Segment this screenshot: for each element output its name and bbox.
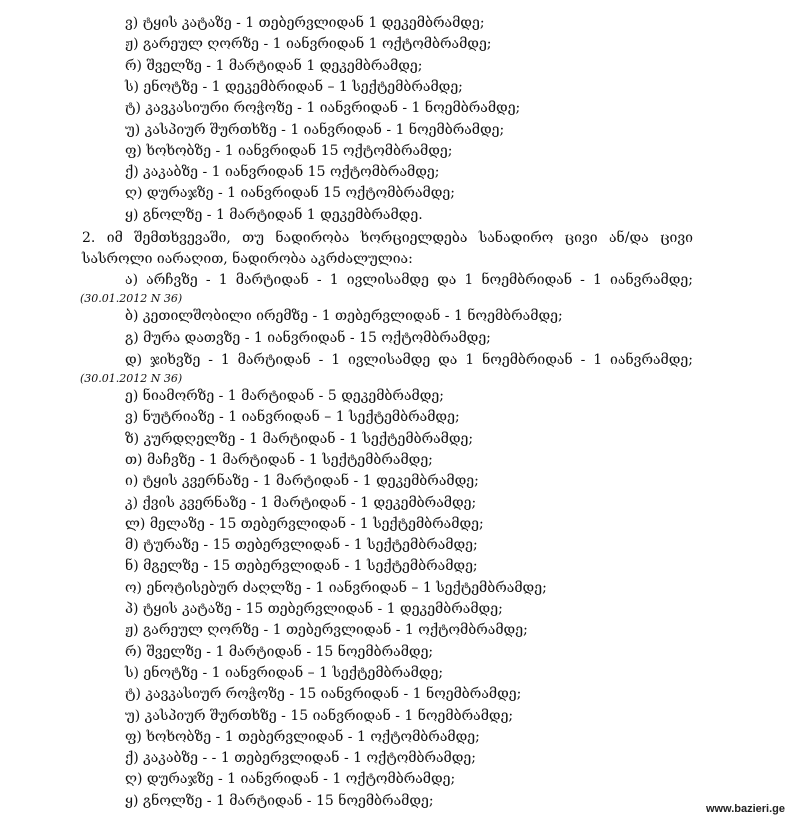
list-item: პ) ტყის კატაზე - 15 თებერვლიდან - 1 დეკემბრამდე; [125, 601, 503, 617]
list-item: თ) მაჩვზე - 1 მარტიდან - 1 სექტემბრამდე; [125, 451, 433, 468]
list-item: ნ) მგელზე - 15 თებერვლიდან - 1 სექტემბრამდე; [125, 558, 478, 575]
list-item: ტ) კავკასიური როჭოზე - 1 იანვრიდან - 1 ნოემბრამდე; [125, 100, 521, 117]
list-item: ლ) მელაზე - 15 თებერვლიდან - 1 სექტემბრამდე; [125, 515, 484, 532]
list-item: ზ) კურდღელზე - 1 მარტიდან - 1 სექტემბრამდე; [125, 430, 474, 447]
list-item: ჟ) გარეულ ღორზე - 1 იანვრიდან 1 ოქტომბრამდე; [125, 36, 492, 53]
list-item: უ) კასპიურ შურთხზე - 1 იანვრიდან - 1 ნოემბრამდე; [125, 121, 505, 138]
list-item: რ) შველზე - 1 მარტიდან - 15 ნოემბრამდე; [125, 643, 434, 660]
list-item: ე) ნიამორზე - 1 მარტიდან - 5 დეკემბრამდე; [125, 388, 444, 404]
list-item: ბ) კეთილშობილი ირემზე - 1 თებერვლიდან - 1 ნოემბრამდე; [125, 308, 563, 324]
list-item: ფ) ხოხობზე - 1 თებერვლიდან - 1 ოქტომბრამდე; [125, 728, 480, 745]
list-item: ყ) გნოლზე - 1 მარტიდან 1 დეკემბრამდე. [125, 206, 423, 223]
list-item-d: დ) ჯიხვზე - 1 მარტიდან - 1 ივლისამდე და 1 ნოემბრიდან - 1 იანვრამდე; [125, 352, 693, 368]
list-item: ს) ენოტზე - 1 იანვრიდან – 1 სექტემბრამდე; [125, 664, 444, 681]
list-item: ს) ენოტზე - 1 დეკემბრიდან – 1 სექტემბრამდე; [125, 78, 463, 95]
list-item: ჟ) გარეულ ღორზე - 1 თებერვლიდან - 1 ოქტომბრამდე; [125, 622, 528, 639]
reference-note: (30.01.2012 N 36) [80, 292, 183, 305]
list-item: ვ) ნუტრიაზე - 1 იანვრიდან – 1 სექტემბრამდე; [125, 409, 460, 426]
list-item: ო) ენოტისებურ ძაღლზე - 1 იანვრიდან – 1 სექტემბრამდე; [125, 579, 547, 596]
list-item: ვ) ტყის კატაზე - 1 თებერვლიდან 1 დეკემბრამდე; [125, 15, 485, 31]
list-item: ქ) კაკაბზე - - 1 თებერვლიდან - 1 ოქტომბრამდე; [125, 750, 476, 767]
list-item: ყ) გნოლზე - 1 მარტიდან - 15 ნოემბრამდე; [125, 792, 434, 809]
list-item: გ) მურა დათვზე - 1 იანვრიდან - 15 ოქტომბრამდე; [125, 329, 491, 346]
list-item: ტ) კავკასიურ როჭოზე - 15 იანვრიდან - 1 ნოემბრამდე; [125, 686, 522, 703]
list-item: მ) ტურაზე - 15 თებერვლიდან - 1 სექტემბრამდე; [125, 537, 478, 554]
list-item: ფ) ხოხობზე - 1 იანვრიდან 15 ოქტომბრამდე; [125, 142, 453, 159]
paragraph-2-line-2: სასროლი იარაღით, ნადირობა აკრძალულია: [82, 251, 413, 267]
watermark-text: www.bazieri.ge [705, 803, 785, 815]
list-item: კ) ქვის კვერნაზე - 1 მარტიდან - 1 დეკემბრამდე; [125, 494, 477, 511]
reference-note: (30.01.2012 N 36) [80, 372, 183, 385]
list-item-a: ა) არჩვზე - 1 მარტიდან - 1 ივლისამდე და 1 ნოემბრიდან - 1 იანვრამდე; [125, 272, 693, 288]
list-item: ი) ტყის კვერნაზე - 1 მარტიდან - 1 დეკემბრამდე; [125, 473, 479, 490]
list-item: ღ) დურაჯზე - 1 იანვრიდან - 1 ოქტომბრამდე; [125, 771, 456, 788]
list-item: რ) შველზე - 1 მარტიდან 1 დეკემბრამდე; [125, 57, 423, 74]
list-item: ქ) კაკაბზე - 1 იანვრიდან 15 ოქტომბრამდე; [125, 164, 440, 181]
paragraph-2-line-1: 2. იმ შემთხვევაში, თუ ნადირობა ხორციელდება სანადირო ცივი ან/და ცივი [82, 230, 693, 246]
list-item: უ) კასპიურ შურთხზე - 15 იანვრიდან - 1 ნოემბრამდე; [125, 707, 514, 724]
list-item: ღ) დურაჯზე - 1 იანვრიდან 15 ოქტომბრამდე; [125, 185, 455, 202]
